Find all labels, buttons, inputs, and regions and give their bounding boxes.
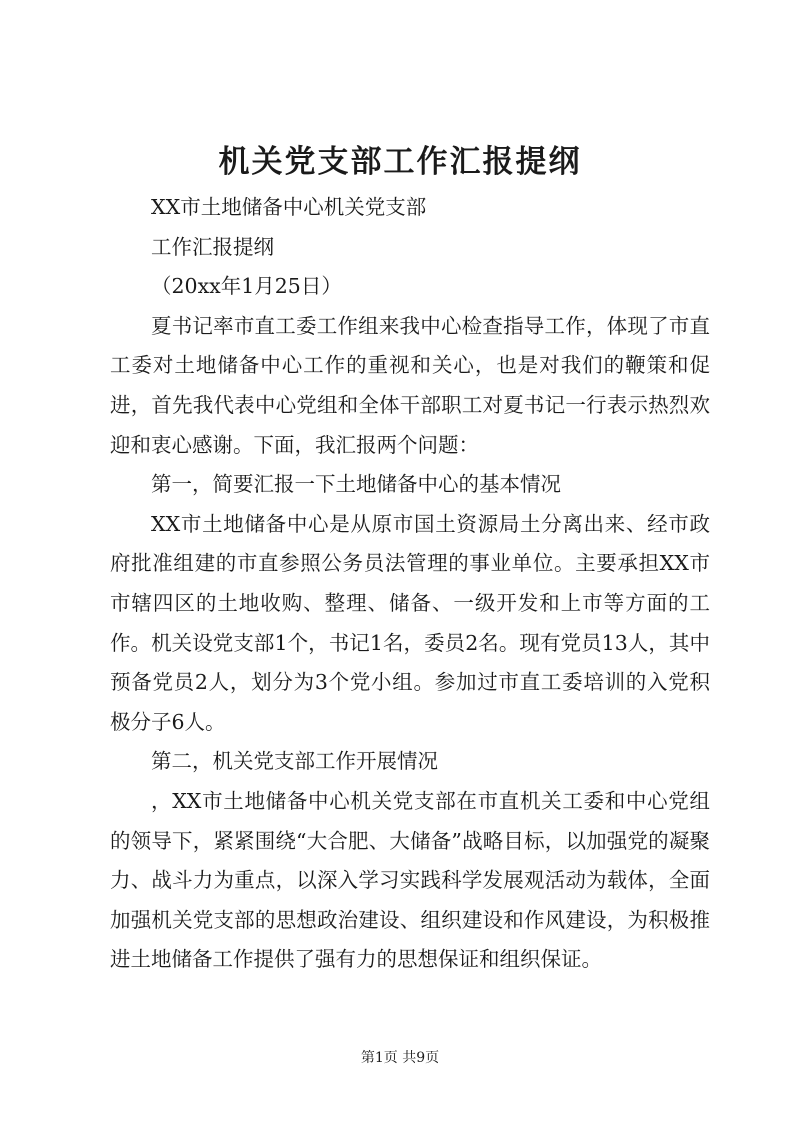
page-footer: 第1页 共9页 — [360, 1050, 440, 1066]
document-body — [110, 188, 710, 980]
section-1-paragraph: XX市土地储备中心是从原市国土资源局土分离出来、经市政府批准组建的市直参照公务员法管理的事业单位。主要承担XX市市辖四区的土地收购、整理、储备、一级开发和上市等方面的工作。机关设党支部1个，书记1名，委员2名。现有党员13人，其中预备党员2人，划分为3个党小组。参加过市直工委培训的入党积极分子6人。 — [110, 511, 710, 734]
org-name-line: XX市土地储备中心机关党支部 — [151, 195, 427, 219]
document-title: 机关党支部工作汇报提纲 — [218, 144, 582, 180]
section-heading-1: 第一，简要汇报一下土地储备中心的基本情况 — [151, 472, 561, 497]
subtitle-line: 工作汇报提纲 — [151, 234, 274, 259]
intro-paragraph: 夏书记率市直工委工作组来我中心检查指导工作，体现了市直工委对土地储备中心工作的重视和关心，也是对我们的鞭策和促进，首先我代表中心党组和全体干部职工对夏书记一行表示热烈欢迎和衷心感谢。下面，我汇报两个问题： — [110, 313, 710, 457]
section-2-paragraph: ，XX市土地储备中心机关党支部在市直机关工委和中心党组的领导下，紧紧围绕“大合肥、大储备”战略目标，以加强党的凝聚力、战斗力为重点，以深入学习实践科学发展观活动为载体，全面加强机关党支部的思想政治建设、组织建设和作风建设，为积极推进土地储备工作提供了强有力的思想保证和组织保证。 — [110, 788, 710, 972]
section-heading-2: 第二，机关党支部工作开展情况 — [151, 749, 438, 774]
date-line: （20xx年1月25日） — [151, 274, 342, 299]
